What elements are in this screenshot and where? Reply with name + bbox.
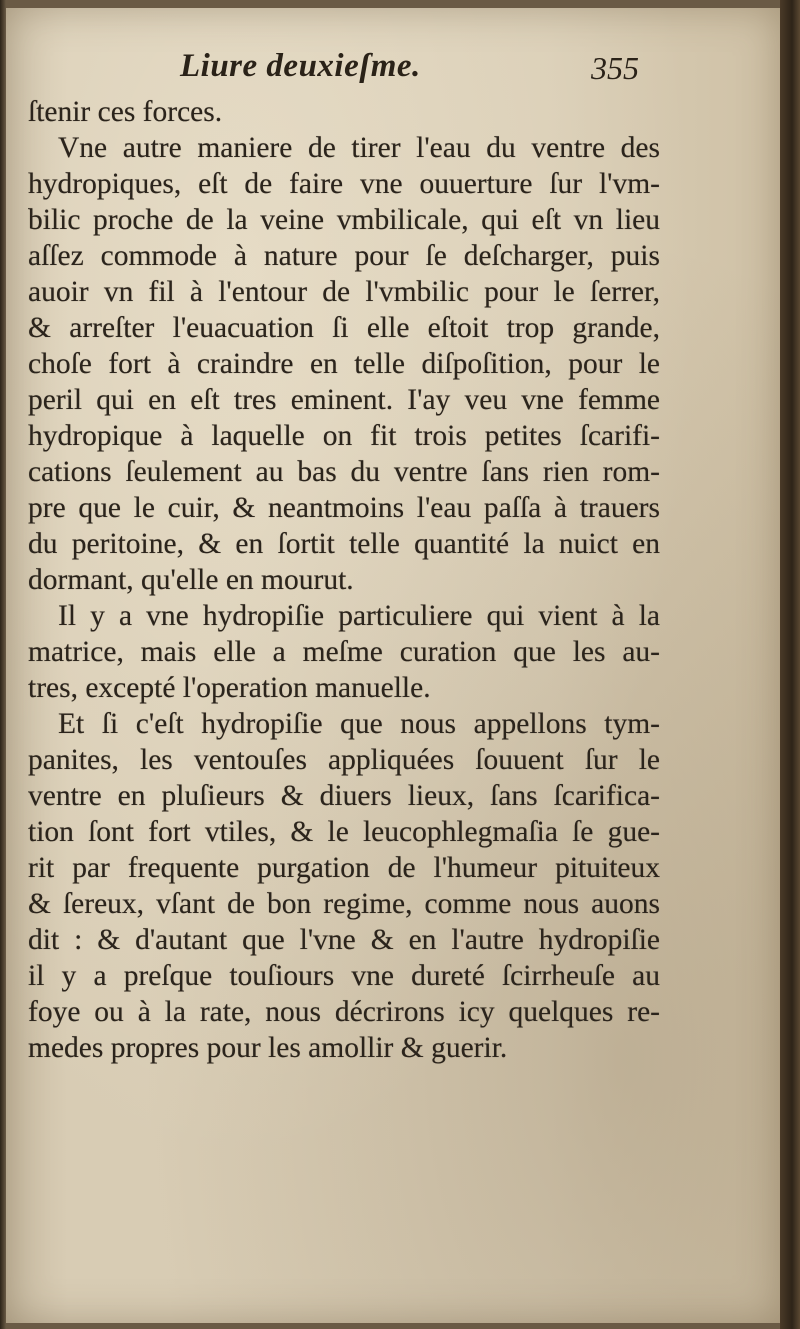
text-line: tion ſont fort vtiles, & le leucophlegmaſia ſe gue- [28,816,660,848]
text-line: hydropiques, eſt de faire vne ouuerture ſur l'vm- [28,168,660,200]
page-number: 355 [591,50,639,86]
text-line: & ſereux, vſant de bon regime, comme nous auons [28,888,660,920]
text-line: panites, les ventouſes appliquées ſouuent ſur le [28,744,660,776]
text-line: hydropique à laquelle on fit trois petites ſcarifi- [28,420,660,452]
text-line: peril qui en eſt tres eminent. I'ay veu vne femme [28,384,660,416]
text-line: tres, excepté l'operation manuelle. [28,672,431,704]
text-line: il y a preſque touſiours vne dureté ſcirrheuſe au [28,960,660,992]
book-page [6,8,780,1323]
text-line: ventre en pluſieurs & diuers lieux, ſans ſcarifica- [28,780,660,812]
text-line: du peritoine, & en ſortit telle quantité la nuict en [28,528,660,560]
text-line: cations ſeulement au bas du ventre ſans rien rom- [28,456,660,488]
text-line: Et ſi c'eſt hydropiſie que nous appellons tym- [58,708,660,740]
text-line: foye ou à la rate, nous décrirons icy quelques re- [28,996,660,1028]
running-title: Liure deuxieſme. [180,48,421,84]
text-line: aſſez commode à nature pour ſe deſcharger, puis [28,240,660,272]
text-line: auoir vn fil à l'entour de l'vmbilic pour le ſerrer, [28,276,660,308]
text-line: ſtenir ces forces. [28,96,223,128]
text-line: dit : & d'autant que l'vne & en l'autre hydropiſie [28,924,660,956]
text-line: rit par frequente purgation de l'humeur pituiteux [28,852,660,884]
text-line: pre que le cuir, & neantmoins l'eau paſſa à trauers [28,492,660,524]
text-line: bilic proche de la veine vmbilicale, qui eſt vn lieu [28,204,660,236]
text-line: & arreſter l'euacuation ſi elle eſtoit trop grande, [28,312,660,344]
text-line: choſe fort à craindre en telle diſpoſition, pour le [28,348,660,380]
text-line: medes propres pour les amollir & guerir. [28,1032,508,1064]
book-spine-shadow [780,0,800,1329]
text-line: Il y a vne hydropiſie particuliere qui vient à la [58,600,660,632]
text-line: matrice, mais elle a meſme curation que les au- [28,636,660,668]
text-line: dormant, qu'elle en mourut. [28,564,354,596]
text-line: Vne autre maniere de tirer l'eau du ventre des [58,132,660,164]
